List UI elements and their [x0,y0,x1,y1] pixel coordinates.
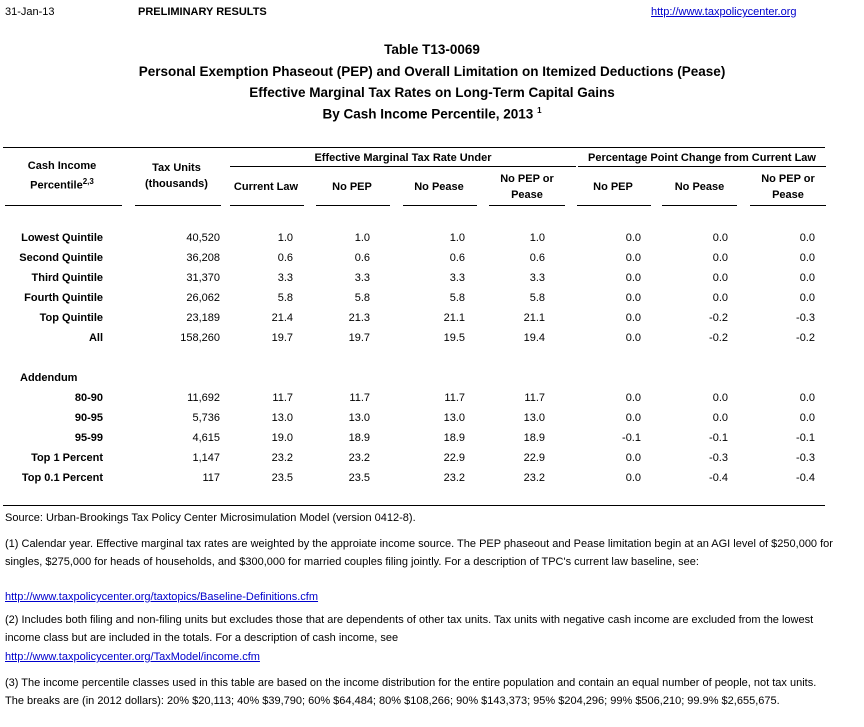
cell-c-both: 0.0 [799,272,815,284]
title-line1: Personal Exemption Phaseout (PEP) and Overall Limitation on Itemized Deductions (Pease) [138,64,726,79]
row-label: Third Quintile [31,272,103,284]
cell-c-pease: -0.4 [709,472,728,484]
cell-c-pease: 0.0 [712,412,728,424]
cell-units: 11,692 [187,392,220,404]
cell-pep: 11.7 [349,392,370,404]
header-chg-no-pease: No Pease [674,181,725,193]
header-group-change: Percentage Point Change from Current Law [588,152,816,164]
col-rule [662,205,737,206]
cell-cl: 13.0 [271,412,293,424]
cell-cl: 19.7 [271,332,293,344]
cell-pease: 21.1 [443,312,465,324]
cell-cl: 23.5 [271,472,293,484]
source-note: Source: Urban-Brookings Tax Policy Center Microsimulation Model (version 0412-8). [5,512,416,524]
title-line3: By Cash Income Percentile, 2013 $^1$ [322,106,542,122]
cell-c-pep: 0.0 [625,232,641,244]
table-top-rule [3,147,825,148]
col-rule [750,205,826,206]
cell-pease: 0.6 [449,252,465,264]
cell-cl: 19.0 [271,432,293,444]
cell-c-both: 0.0 [799,292,815,304]
cell-units: 40,520 [186,232,220,244]
header-tax-units: Tax Units (thousands) [145,162,208,190]
cell-c-both: -0.1 [796,432,815,444]
cell-c-pep: 0.0 [625,292,641,304]
row-label: 95-99 [74,432,103,444]
col-rule [577,205,651,206]
cell-c-both: -0.4 [796,472,815,484]
row-label: Lowest Quintile [21,232,103,244]
cell-cl: 11.7 [272,392,293,404]
title-line2: Effective Marginal Tax Rates on Long-Term Capital Gains [249,85,615,100]
cell-c-both: 0.0 [799,412,815,424]
cell-both: 5.8 [529,292,545,304]
cell-pease: 5.8 [449,292,465,304]
cell-c-pep: 0.0 [625,452,641,464]
cell-pease: 3.3 [449,272,465,284]
cell-units: 4,615 [192,432,220,444]
cell-pep: 3.3 [354,272,370,284]
row-label: 80-90 [74,392,103,404]
cell-pease: 22.9 [443,452,465,464]
cell-c-pep: 0.0 [625,412,641,424]
cell-c-pease: -0.2 [709,332,728,344]
cell-units: 31,370 [186,272,220,284]
cell-pep: 5.8 [354,292,370,304]
cell-pep: 23.5 [348,472,370,484]
col-rule [316,205,390,206]
cell-units: 36,208 [186,252,220,264]
addendum-label: Addendum [20,372,78,384]
header-chg-no-pep-or-pease: No PEP or Pease [761,173,815,201]
header-group-emtr: Effective Marginal Tax Rate Under [314,152,492,164]
cell-pep: 19.7 [348,332,370,344]
cell-pease: 23.2 [443,472,465,484]
footnote-1: (1) Calendar year. Effective marginal tax rates are weighted by the approiate income source. The PEP phaseout and Pease limitation begin at an AGI level of $250,000 for singles, $275,000 for heads of households, and $300,000 for married couples filing jointly. For a description of TPC's current law baseline, see: [5,538,833,568]
cell-pease: 13.0 [443,412,465,424]
baseline-definitions-link[interactable]: http://www.taxpolicycenter.org/taxtopics/Baseline-Definitions.cfm [5,591,319,603]
cell-c-pease: 0.0 [712,392,728,404]
cell-units: 117 [202,472,220,484]
cell-units: 26,062 [186,292,220,304]
cell-c-both: 0.0 [799,392,815,404]
col-rule [5,205,122,206]
table-id: Table T13-0069 [384,42,480,57]
tpc-home-link[interactable]: http://www.taxpolicycenter.org [651,6,797,18]
row-label: Second Quintile [19,252,103,264]
group-emtr-rule [230,166,576,167]
status-label: PRELIMINARY RESULTS [138,6,267,18]
cell-pease: 18.9 [443,432,465,444]
cell-cl: 5.8 [277,292,293,304]
table-bottom-rule [3,505,825,506]
cell-c-pease: 0.0 [712,292,728,304]
row-label: All [88,332,103,344]
cell-c-pease: 0.0 [712,272,728,284]
cell-pep: 1.0 [354,232,370,244]
cell-both: 21.1 [523,312,545,324]
group-change-rule [578,166,826,167]
cell-c-pease: -0.1 [709,432,728,444]
cell-cl: 21.4 [271,312,293,324]
cell-c-pease: 0.0 [712,232,728,244]
col-rule [489,205,565,206]
cell-c-both: 0.0 [799,232,815,244]
cell-both: 19.4 [523,332,545,344]
cell-pep: 23.2 [348,452,370,464]
cell-c-pep: 0.0 [625,272,641,284]
cell-both: 11.7 [524,392,545,404]
cell-cl: 3.3 [277,272,293,284]
header-no-pep: No PEP [332,181,372,193]
cell-cl: 1.0 [277,232,293,244]
cell-c-pep: 0.0 [625,472,641,484]
header-cash-income: Cash Income Percentile$^{2,3}$ [27,160,97,192]
cell-c-pep: -0.1 [622,432,641,444]
cell-c-pease: 0.0 [712,252,728,264]
header-chg-no-pep: No PEP [593,181,633,193]
cell-pep: 21.3 [348,312,370,324]
cell-both: 3.3 [529,272,545,284]
col-rule [135,205,221,206]
col-rule [403,205,477,206]
cell-c-pep: 0.0 [625,332,641,344]
row-label: Top 0.1 Percent [21,472,103,484]
header-current-law: Current Law [233,181,299,193]
cell-both: 0.6 [529,252,545,264]
cell-units: 23,189 [186,312,220,324]
cell-pep: 13.0 [348,412,370,424]
cell-c-both: -0.3 [796,312,815,324]
cell-pep: 0.6 [354,252,370,264]
cell-pease: 19.5 [443,332,465,344]
footnote-2: (2) Includes both filing and non-filing units but excludes those that are dependents of other tax units. Tax units with negative cash income are excluded from the lowest income class but are included in the totals. For a description of cash income, see [5,614,814,644]
cell-both: 23.2 [523,472,545,484]
cell-cl: 0.6 [277,252,293,264]
cell-pease: 1.0 [449,232,465,244]
cell-c-pep: 0.0 [625,392,641,404]
row-label: Top Quintile [39,312,103,324]
cell-units: 158,260 [180,332,220,344]
footnote-3: (3) The income percentile classes used in this table are based on the income distribution for the entire population and contain an equal number of people, not tax units. The breaks are (in 2012 dollars): 20% $20,113; 40% $39,790; 60% $64,484; 80% $108,266; 90% $143,373; 95% $204,296; 99% $506,210; 99.9% $2,655,675. [5,677,817,707]
header-no-pease: No Pease [414,181,464,193]
cell-pep: 18.9 [348,432,370,444]
cell-cl: 23.2 [271,452,293,464]
row-label: 90-95 [74,412,103,424]
cell-c-both: -0.3 [796,452,815,464]
cell-c-pep: 0.0 [625,252,641,264]
cell-c-both: -0.2 [796,332,815,344]
cell-c-pep: 0.0 [625,312,641,324]
row-label: Fourth Quintile [24,292,103,304]
cell-c-pease: -0.3 [709,452,728,464]
header-no-pep-or-pease: No PEP or Pease [500,173,554,201]
cell-both: 22.9 [523,452,545,464]
row-label: Top 1 Percent [31,452,103,464]
cell-pease: 11.7 [444,392,465,404]
cell-both: 18.9 [523,432,545,444]
income-definition-link[interactable]: http://www.taxpolicycenter.org/TaxModel/income.cfm [5,651,260,663]
cell-c-pease: -0.2 [709,312,728,324]
cell-both: 13.0 [523,412,545,424]
cell-units: 5,736 [192,412,220,424]
cell-c-both: 0.0 [799,252,815,264]
cell-units: 1,147 [192,452,220,464]
col-rule [230,205,304,206]
report-date: 31-Jan-13 [5,6,55,18]
cell-both: 1.0 [529,232,545,244]
